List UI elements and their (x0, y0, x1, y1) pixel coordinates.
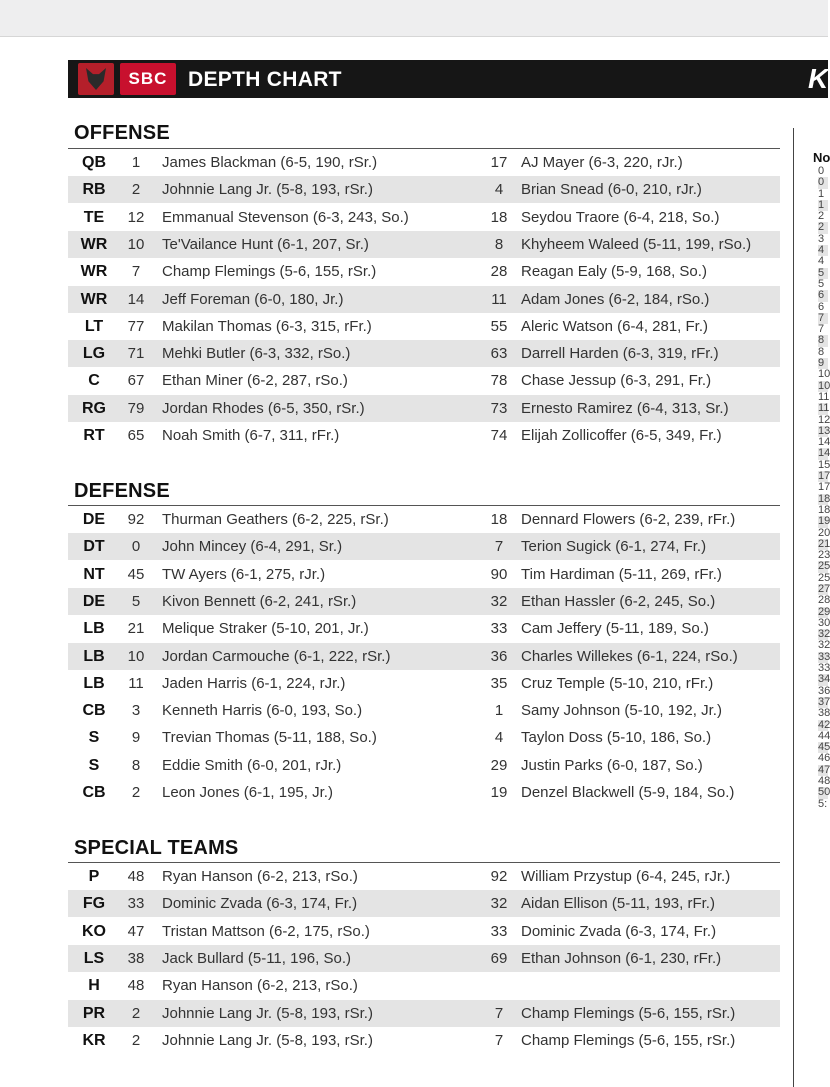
starter-player: Ethan Miner (6-2, 287, rSo.) (162, 372, 348, 390)
side-panel-number: 4 (818, 245, 828, 256)
side-panel-number: 21 (818, 537, 830, 550)
starter-number: 67 (127, 372, 145, 390)
side-panel-number: 6 (818, 290, 828, 301)
position-label: NT (83, 565, 105, 583)
table-row (68, 670, 780, 697)
table-row (68, 313, 780, 340)
starter-number: 14 (127, 290, 145, 308)
backup-player: Denzel Blackwell (5-9, 184, So.) (521, 784, 735, 801)
starter-player: Champ Flemings (5-6, 155, rSr.) (162, 263, 377, 281)
backup-player: Justin Parks (6-0, 187, So.) (521, 756, 703, 774)
starter-player: Kenneth Harris (6-0, 193, So.) (162, 702, 363, 720)
table-row (68, 1027, 780, 1054)
starter-player: Jeff Foreman (6-0, 180, Jr.) (162, 290, 344, 308)
table-row (68, 588, 780, 615)
starter-player: Te'Vailance Hunt (6-1, 207, Sr.) (162, 235, 369, 253)
table-row (68, 561, 780, 588)
side-panel-number: 33 (818, 650, 830, 663)
starter-player: Jack Bullard (5-11, 196, So.) (162, 949, 351, 967)
position-label: H (88, 977, 100, 995)
table-row (68, 340, 780, 367)
side-panel-number: 19 (818, 515, 830, 528)
starter-player: Melique Straker (5-10, 201, Jr.) (162, 620, 369, 638)
position-label: PR (82, 1004, 106, 1022)
starter-number: 48 (127, 868, 145, 885)
starter-player: Ryan Hanson (6-2, 213, rSo.) (162, 977, 358, 995)
backup-player: Champ Flemings (5-6, 155, rSr.) (521, 1031, 736, 1049)
backup-number: 35 (490, 674, 508, 692)
position-label: DE (82, 592, 106, 610)
backup-player: Chase Jessup (6-3, 291, Fr.) (521, 372, 712, 390)
backup-player: Khyheem Waleed (5-11, 199, rSo.) (521, 235, 752, 253)
section-title-special-teams: SPECIAL TEAMS (74, 837, 239, 859)
position-label: S (88, 729, 100, 747)
side-panel-number: 1 (818, 200, 828, 211)
starter-player: Dominic Zvada (6-3, 174, Fr.) (162, 895, 358, 913)
starter-number: 5 (131, 592, 141, 610)
starter-number: 71 (127, 345, 145, 363)
starter-player: Johnnie Lang Jr. (5-8, 193, rSr.) (162, 181, 373, 199)
starter-number: 7 (131, 263, 141, 281)
backup-number: 32 (490, 592, 508, 610)
backup-number: 73 (490, 399, 508, 417)
backup-player: Cruz Temple (5-10, 210, rFr.) (521, 674, 714, 692)
side-panel-number: 11 (818, 390, 830, 403)
side-panel-number: 0 (818, 177, 828, 188)
starter-player: Kivon Bennett (6-2, 241, rSr.) (162, 592, 357, 610)
side-panel-number: 17 (818, 470, 830, 483)
starter-number: 48 (127, 977, 145, 995)
page-header-bar (68, 60, 828, 98)
side-panel-number: 36 (818, 684, 830, 697)
backup-number: 4 (494, 729, 504, 747)
backup-number: 33 (490, 922, 508, 940)
backup-number: 63 (490, 345, 508, 363)
table-row (68, 506, 780, 533)
side-panel-number: 32 (818, 639, 830, 652)
position-label: S (88, 756, 100, 774)
side-panel-number: 5: (818, 797, 828, 810)
backup-number: 55 (490, 317, 508, 335)
table-row (68, 697, 780, 724)
starter-player: Jaden Harris (6-1, 224, rJr.) (162, 674, 346, 692)
side-panel-number: 7 (818, 323, 825, 336)
table-row (68, 1000, 780, 1027)
starter-player: Jordan Rhodes (6-5, 350, rSr.) (162, 399, 365, 417)
starter-number: 45 (127, 565, 145, 583)
backup-number: 28 (490, 263, 508, 281)
side-panel-number: 20 (818, 526, 830, 539)
backup-player: Ethan Hassler (6-2, 245, So.) (521, 592, 716, 610)
side-panel-number: 5 (818, 277, 825, 290)
backup-number: 19 (490, 784, 508, 801)
backup-number: 8 (494, 235, 504, 253)
side-panel-number: 10 (818, 368, 830, 381)
backup-player: Cam Jeffery (5-11, 189, So.) (521, 620, 709, 638)
table-row (68, 149, 780, 176)
side-panel-number: 2 (818, 222, 828, 233)
starter-number: 47 (127, 922, 145, 940)
side-panel-number: 46 (818, 752, 830, 765)
starter-number: 92 (127, 511, 145, 528)
starter-player: James Blackman (6-5, 190, rSr.) (162, 154, 378, 171)
table-row (68, 395, 780, 422)
position-label: DE (82, 511, 106, 528)
side-panel-number: 0 (818, 165, 825, 177)
backup-number: 1 (494, 702, 504, 720)
side-panel-number: 33 (818, 662, 830, 675)
table-row (68, 533, 780, 560)
starter-number: 12 (127, 208, 145, 226)
starter-number: 38 (127, 949, 145, 967)
backup-number: 7 (494, 1031, 504, 1049)
table-row (68, 779, 780, 806)
backup-player: Terion Sugick (6-1, 274, Fr.) (521, 538, 707, 556)
table-row (68, 204, 780, 231)
backup-number: 29 (490, 756, 508, 774)
backup-player: Dennard Flowers (6-2, 239, rFr.) (521, 511, 736, 528)
table-row (68, 231, 780, 258)
starter-number: 9 (131, 729, 141, 747)
backup-player: Reagan Ealy (5-9, 168, So.) (521, 263, 707, 281)
starter-player: Makilan Thomas (6-3, 315, rFr.) (162, 317, 372, 335)
starter-player: Trevian Thomas (5-11, 188, So.) (162, 729, 377, 747)
side-panel-number: 30 (818, 616, 830, 629)
backup-player: William Przystup (6-4, 245, rJr.) (521, 868, 731, 885)
starter-player: Jordan Carmouche (6-1, 222, rSr.) (162, 647, 391, 665)
table-row (68, 176, 780, 203)
position-label: P (88, 868, 100, 885)
table-row (68, 286, 780, 313)
side-panel-number: 25 (818, 571, 830, 584)
sbc-conference-logo: SBC (120, 63, 176, 95)
starter-player: Ryan Hanson (6-2, 213, rSo.) (162, 868, 358, 885)
side-panel-number: 47 (818, 763, 830, 776)
column-divider (793, 128, 794, 1087)
backup-number: 7 (494, 538, 504, 556)
side-panel-number: 10 (818, 379, 830, 392)
starter-number: 2 (131, 784, 141, 801)
table-row (68, 945, 780, 972)
side-panel-number: 44 (818, 729, 830, 742)
section-title-defense: DEFENSE (74, 480, 170, 502)
side-panel-number: 23 (818, 549, 830, 562)
starter-number: 2 (131, 1031, 141, 1049)
position-label: TE (83, 208, 105, 226)
position-label: RT (83, 427, 105, 444)
side-panel-number: 50 (818, 786, 830, 799)
starter-player: Leon Jones (6-1, 195, Jr.) (162, 784, 333, 801)
side-panel-number: 28 (818, 594, 830, 607)
table-row (68, 972, 780, 999)
side-panel-number: 8 (818, 345, 825, 358)
backup-player: AJ Mayer (6-3, 220, rJr.) (521, 154, 683, 171)
backup-number: 92 (490, 868, 508, 885)
backup-number: 17 (490, 154, 508, 171)
backup-number: 11 (491, 290, 507, 308)
position-label: FG (82, 895, 106, 913)
backup-player: Ethan Johnson (6-1, 230, rFr.) (521, 949, 722, 967)
table-row (68, 863, 780, 890)
backup-player: Tim Hardiman (5-11, 269, rFr.) (521, 565, 722, 583)
backup-player: Champ Flemings (5-6, 155, rSr.) (521, 1004, 736, 1022)
starter-number: 10 (127, 235, 145, 253)
section-title-offense: OFFENSE (74, 122, 170, 144)
side-panel-number: 12 (818, 413, 830, 426)
side-panel-number: 14 (818, 447, 830, 460)
table-row (68, 367, 780, 394)
table-row (68, 752, 780, 779)
side-panel-number: 14 (818, 436, 830, 449)
position-label: LG (82, 345, 106, 363)
side-panel-header: No (813, 150, 830, 165)
starter-player: Emmanual Stevenson (6-3, 243, So.) (162, 208, 409, 226)
backup-player: Elijah Zollicoffer (6-5, 349, Fr.) (521, 427, 722, 444)
backup-player: Aidan Ellison (5-11, 193, rFr.) (521, 895, 715, 913)
position-label: RG (82, 399, 106, 417)
side-panel-number: 7 (818, 313, 828, 324)
side-panel-number: 8 (818, 335, 828, 346)
backup-number: 78 (490, 372, 508, 390)
position-label: WR (80, 263, 108, 281)
table-row (68, 724, 780, 751)
page-title: DEPTH CHART (188, 68, 342, 91)
position-label: LB (83, 647, 105, 665)
backup-player: Aleric Watson (6-4, 281, Fr.) (521, 317, 709, 335)
red-wolf-logo (78, 63, 114, 95)
backup-number: 7 (494, 1004, 504, 1022)
backup-player: Seydou Traore (6-4, 218, So.) (521, 208, 720, 226)
backup-player: Samy Johnson (5-10, 192, Jr.) (521, 702, 722, 720)
side-panel-number: 1 (818, 187, 825, 200)
backup-player: Darrell Harden (6-3, 319, rFr.) (521, 345, 719, 363)
starter-number: 65 (127, 427, 145, 444)
starter-number: 2 (131, 181, 141, 199)
side-panel-number: 45 (818, 741, 830, 754)
position-label: WR (80, 235, 108, 253)
table-row (68, 643, 780, 670)
starter-player: Thurman Geathers (6-2, 225, rSr.) (162, 511, 389, 528)
side-panel-number: 3 (818, 232, 825, 245)
top-browser-bar (0, 0, 828, 37)
position-label: DT (83, 538, 105, 556)
backup-player: Ernesto Ramirez (6-4, 313, Sr.) (521, 399, 729, 417)
side-panel-number: 32 (818, 628, 830, 641)
backup-player: Dominic Zvada (6-3, 174, Fr.) (521, 922, 717, 940)
table-row (68, 918, 780, 945)
backup-number: 33 (490, 620, 508, 638)
side-panel-number: 18 (818, 492, 830, 505)
position-label: KO (82, 922, 106, 940)
starter-number: 8 (131, 756, 141, 774)
starter-player: Eddie Smith (6-0, 201, rJr.) (162, 756, 342, 774)
side-panel-number-list (818, 166, 828, 810)
starter-player: Johnnie Lang Jr. (5-8, 193, rSr.) (162, 1031, 373, 1049)
starter-number: 3 (131, 702, 141, 720)
backup-number: 36 (490, 647, 508, 665)
starter-player: Johnnie Lang Jr. (5-8, 193, rSr.) (162, 1004, 373, 1022)
position-label: CB (82, 784, 106, 801)
side-panel-number: 42 (818, 718, 830, 731)
position-label: WR (80, 290, 108, 308)
starter-number: 77 (127, 317, 145, 335)
side-panel-number: 48 (818, 775, 830, 788)
table-row (68, 890, 780, 917)
position-label: RB (82, 181, 106, 199)
side-panel-number: 15 (818, 458, 830, 471)
backup-player: Taylon Doss (5-10, 186, So.) (521, 729, 712, 747)
starter-player: Tristan Mattson (6-2, 175, rSo.) (162, 922, 370, 940)
side-panel-number: 9 (818, 358, 828, 369)
backup-player: Adam Jones (6-2, 184, rSo.) (521, 290, 710, 308)
position-label: LB (83, 620, 105, 638)
starter-player: John Mincey (6-4, 291, Sr.) (162, 538, 343, 556)
side-panel-number: 38 (818, 707, 830, 720)
side-panel-number: 17 (818, 481, 830, 494)
position-label: LS (83, 949, 105, 967)
starter-number: 2 (131, 1004, 141, 1022)
backup-number: 18 (490, 208, 508, 226)
starter-player: Noah Smith (6-7, 311, rFr.) (162, 427, 340, 444)
position-label: CB (82, 702, 106, 720)
starter-number: 11 (128, 674, 144, 692)
side-panel-number: 13 (818, 424, 830, 437)
side-panel-number: 2 (818, 210, 825, 223)
starter-number: 10 (127, 647, 145, 665)
backup-number: 90 (490, 565, 508, 583)
table-row (68, 422, 780, 449)
table-row (68, 615, 780, 642)
starter-player: Mehki Butler (6-3, 332, rSo.) (162, 345, 351, 363)
side-panel-number: 27 (818, 582, 830, 595)
starter-player: TW Ayers (6-1, 275, rJr.) (162, 565, 326, 583)
position-label: LT (84, 317, 104, 335)
starter-number: 33 (127, 895, 145, 913)
starter-number: 21 (127, 620, 145, 638)
side-panel-number: 25 (818, 560, 830, 573)
backup-number: 4 (494, 181, 504, 199)
starter-number: 79 (127, 399, 145, 417)
side-panel-number: 4 (818, 255, 825, 268)
position-label: LB (83, 674, 105, 692)
backup-number: 32 (490, 895, 508, 913)
table-row (68, 258, 780, 285)
backup-number: 69 (490, 949, 508, 967)
side-panel-number: 11 (818, 402, 830, 415)
backup-player: Brian Snead (6-0, 210, rJr.) (521, 181, 702, 199)
backup-number: 18 (490, 511, 508, 528)
backup-number: 74 (490, 427, 508, 444)
side-panel-number: 34 (818, 673, 830, 686)
backup-player: Charles Willekes (6-1, 224, rSo.) (521, 647, 738, 665)
side-panel-number: 5 (818, 268, 828, 279)
position-label: QB (82, 154, 106, 171)
side-panel-number: 37 (818, 695, 830, 708)
starter-number: 0 (131, 538, 141, 556)
side-panel-number: 6 (818, 300, 825, 313)
partial-logo-mark: K (808, 63, 829, 94)
position-label: KR (82, 1031, 106, 1049)
starter-number: 1 (131, 154, 141, 171)
side-panel-number: 29 (818, 605, 830, 618)
position-label: C (88, 372, 100, 390)
side-panel-number: 18 (818, 503, 830, 516)
